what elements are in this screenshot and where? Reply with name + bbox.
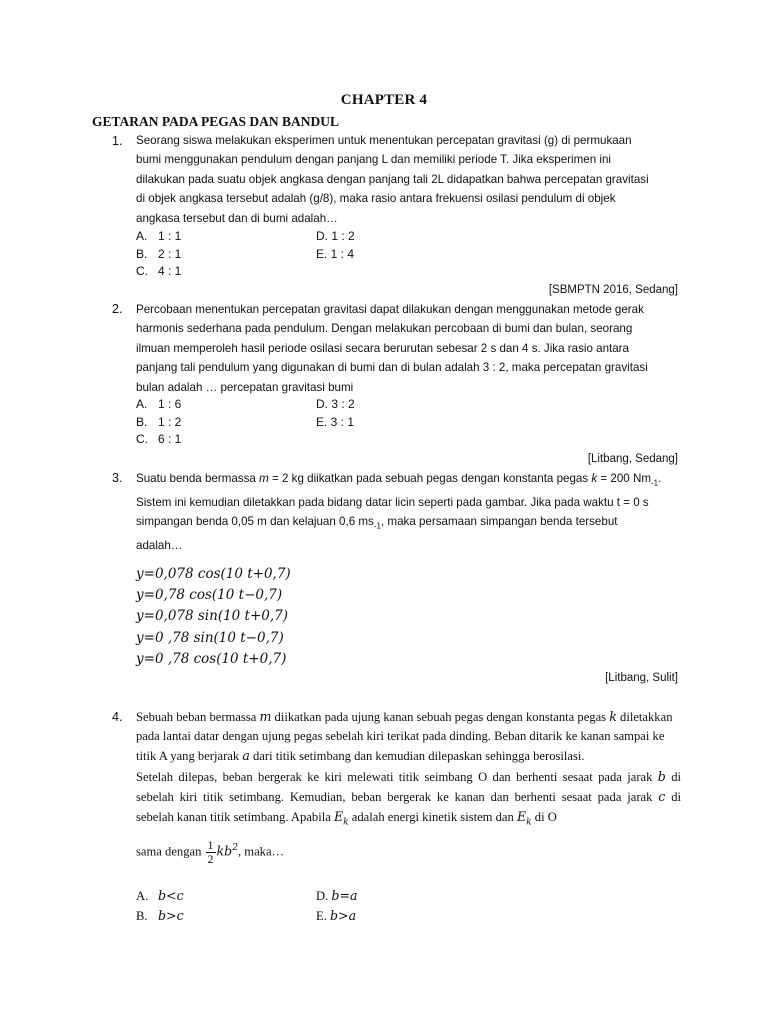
q1-option-c: C. 4 : 1 bbox=[136, 264, 182, 278]
q1-options bbox=[136, 228, 496, 281]
q2-line: harmonis sederhana pada pendulum. Dengan melakukan percobaan di bumi dan bulan, seorang bbox=[136, 322, 633, 336]
q3-number: 3. bbox=[112, 471, 123, 485]
q1-line: bumi menggunakan pendulum dengan panjang L dan memiliki periode T. Jika eksperimen ini bbox=[136, 153, 611, 167]
q1-line: dilakukan pada suatu objek angkasa dengan panjang tali 2L didapatkan bahwa percepatan gravitasi bbox=[136, 172, 649, 186]
q3-text bbox=[136, 469, 678, 555]
q4-number: 4. bbox=[112, 710, 123, 724]
q2-number: 2. bbox=[112, 302, 123, 316]
q3-line: Suatu benda bermassa m = 2 kg diikatkan pada sebuah pegas dengan konstanta pegas k = 200 $Nm_{-1}$. bbox=[136, 472, 662, 488]
q1-number: 1. bbox=[112, 134, 123, 148]
q3-formula: y=0,078 cos(10 t+0,7) bbox=[136, 566, 291, 582]
q3-line: Sistem ini kemudian diletakkan pada bidang datar licin seperti pada gambar. Jika pada waktu t = 0 s bbox=[136, 495, 649, 509]
q2-line: ilmuan memperoleh hasil periode osilasi secara berurutan sebesar 2 s dan 4 s. Jika rasio antara bbox=[136, 341, 629, 355]
q2-source: [Litbang, Sedang] bbox=[587, 453, 678, 465]
q1-source: [SBMPTN 2016, Sedang] bbox=[548, 284, 678, 296]
q1-option-b: B. 2 : 1 bbox=[136, 246, 182, 261]
q1-option-a: A. 1 : 1 bbox=[136, 229, 182, 243]
q4-paragraph: Sebuah beban bermassa m diikatkan pada ujung kanan sebuah pegas dengan konstanta pegas k diletakkan pada lantai datar dengan ujung pegas sebelah kiri terikat pada dinding. Beban ditarik ke kanan sampai ke titik A yang berjarak a dari titik setimbang dan kemudian dilepaskan sehingga berosilasi. bbox=[136, 709, 673, 764]
q4-paragraph: Setelah dilepas, beban bergerak ke kiri melewati titik seimbang O dan berhenti sesaat pada jarak b di sebelah kiri titik setimbang. Kemudian, beban bergerak ke kanan dan berhenti sesaat pada jarak c di sebelah kanan titik setimbang. Apabila $E_k$ adalah energi kinetik sistem dan $E_k$ di O bbox=[136, 768, 681, 828]
q2-option-c: C. 6 : 1 bbox=[136, 432, 182, 446]
q3-formula: y=0,78 cos(10 t−0,7) bbox=[136, 587, 283, 604]
q2-line: Percobaan menentukan percepatan gravitasi dapat dilakukan dengan menggunakan metode gerak bbox=[136, 303, 644, 316]
q4-option-b: B. b>c bbox=[136, 908, 184, 923]
q1-line: Seorang siswa melakukan eksperimen untuk menentukan percepatan gravitasi (g) di permukaan bbox=[136, 134, 632, 147]
chapter-title: CHAPTER 4 bbox=[340, 92, 428, 108]
q1-line: di objek angkasa tersebut adalah (g/8), maka rasio antara frekuensi osilasi pendulum di objek bbox=[136, 192, 616, 206]
q2-text bbox=[136, 300, 678, 397]
q3-formula: y=0 ,78 cos(10 t+0,7) bbox=[136, 650, 287, 667]
q1-text bbox=[136, 131, 678, 228]
fraction-one-half: $\frac{1}{2}$ bbox=[207, 837, 214, 866]
q4-option-d: D. b=a bbox=[316, 888, 358, 903]
q4-option-a: A. b<c bbox=[136, 888, 184, 903]
q1-line: angkasa tersebut dan di bumi adalah… bbox=[136, 211, 338, 225]
q1-option-e: E. 1 : 4 bbox=[316, 246, 355, 261]
q4-option-e: E. b>a bbox=[316, 908, 357, 923]
q3-formula: y=0 ,78 sin(10 t−0,7) bbox=[136, 629, 284, 646]
q3-formulas bbox=[136, 564, 291, 670]
q2-line: bulan adalah … percepatan gravitasi bumi bbox=[136, 380, 354, 394]
q4-options bbox=[136, 886, 496, 926]
q3-source: [Litbang, Sulit] bbox=[605, 672, 678, 684]
q2-option-e: E. 3 : 1 bbox=[316, 414, 355, 429]
q3-formula: y=0,078 sin(10 t+0,7) bbox=[136, 608, 289, 625]
q2-option-b: B. 1 : 2 bbox=[136, 414, 182, 429]
q4-text bbox=[136, 707, 681, 866]
q3-line: simpangan benda 0,05 m dan kelajuan 0,6 $ms_{-1}$, maka persamaan simpangan benda tersebut bbox=[136, 515, 618, 531]
q2-option-a: A. 1 : 6 bbox=[136, 397, 182, 411]
q4-paragraph: sama dengan $\frac{1}{2}$ $kb^2$, maka… bbox=[136, 837, 285, 866]
q1-option-d: D. 1 : 2 bbox=[316, 229, 355, 243]
q3-line: adalah… bbox=[136, 538, 183, 552]
q2-options bbox=[136, 396, 496, 449]
q2-line: panjang tali pendulum yang digunakan di bumi dan di bulan adalah 3 : 2, maka percepatan gravitasi bbox=[136, 361, 648, 375]
section-title: GETARAN PADA PEGAS DAN BANDUL bbox=[92, 114, 340, 129]
q2-option-d: D. 3 : 2 bbox=[316, 397, 355, 411]
